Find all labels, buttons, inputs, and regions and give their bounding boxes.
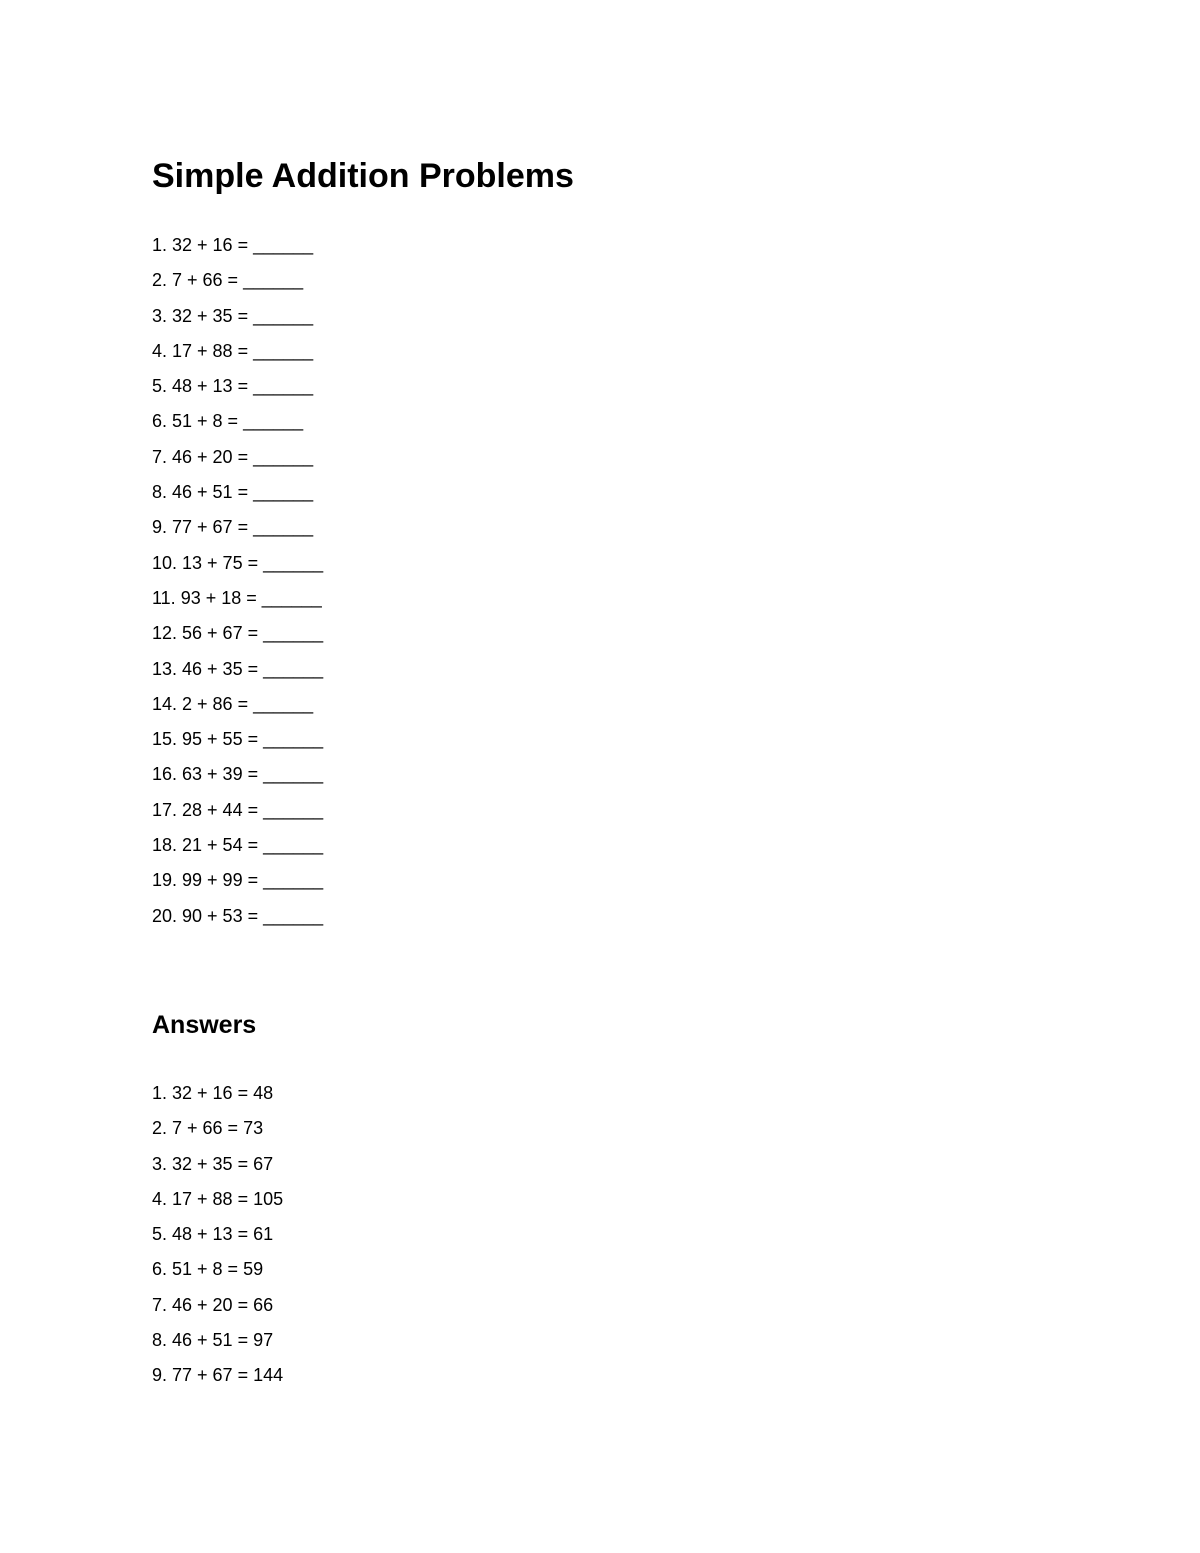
answer-item: 6. 51 + 8 = 59 — [152, 1259, 264, 1280]
problem-item: 19. 99 + 99 = ______ — [152, 870, 324, 891]
problem-item: 9. 77 + 67 = ______ — [152, 517, 314, 538]
problem-item: 8. 46 + 51 = ______ — [152, 482, 314, 503]
problem-item: 3. 32 + 35 = ______ — [152, 305, 314, 326]
problem-item: 15. 95 + 55 = ______ — [152, 729, 324, 750]
answer-item: 2. 7 + 66 = 73 — [152, 1118, 264, 1139]
problem-item: 1. 32 + 16 = ______ — [152, 235, 314, 255]
problem-item: 2. 7 + 66 = ______ — [152, 270, 304, 291]
problem-item: 7. 46 + 20 = ______ — [152, 446, 314, 467]
document-page — [152, 0, 1052, 1553]
problem-item: 13. 46 + 35 = ______ — [152, 658, 324, 679]
problem-item: 6. 51 + 8 = ______ — [152, 411, 304, 432]
problem-item: 14. 2 + 86 = ______ — [152, 693, 314, 714]
answer-item: 4. 17 + 88 = 105 — [152, 1188, 284, 1209]
problem-item: 4. 17 + 88 = ______ — [152, 340, 314, 361]
answer-item: 9. 77 + 67 = 144 — [152, 1365, 284, 1386]
problem-item: 12. 56 + 67 = ______ — [152, 623, 324, 644]
answer-item: 1. 32 + 16 = 48 — [152, 1083, 274, 1103]
answer-item: 5. 48 + 13 = 61 — [152, 1224, 274, 1245]
problem-item: 17. 28 + 44 = ______ — [152, 799, 324, 820]
answer-item: 8. 46 + 51 = 97 — [152, 1330, 274, 1351]
answer-list — [152, 1080, 283, 1398]
problem-list — [152, 232, 323, 938]
problem-item: 18. 21 + 54 = ______ — [152, 835, 324, 856]
problem-item: 10. 13 + 75 = ______ — [152, 552, 324, 573]
problem-item: 5. 48 + 13 = ______ — [152, 376, 314, 397]
problem-item: 20. 90 + 53 = ______ — [152, 905, 324, 926]
answer-item: 7. 46 + 20 = 66 — [152, 1294, 274, 1315]
problem-item: 16. 63 + 39 = ______ — [152, 764, 324, 785]
problem-item: 11. 93 + 18 = ______ — [152, 587, 322, 608]
answer-item: 3. 32 + 35 = 67 — [152, 1153, 274, 1174]
answers-heading: Answers — [152, 1011, 257, 1039]
page-title: Simple Addition Problems — [152, 157, 574, 195]
